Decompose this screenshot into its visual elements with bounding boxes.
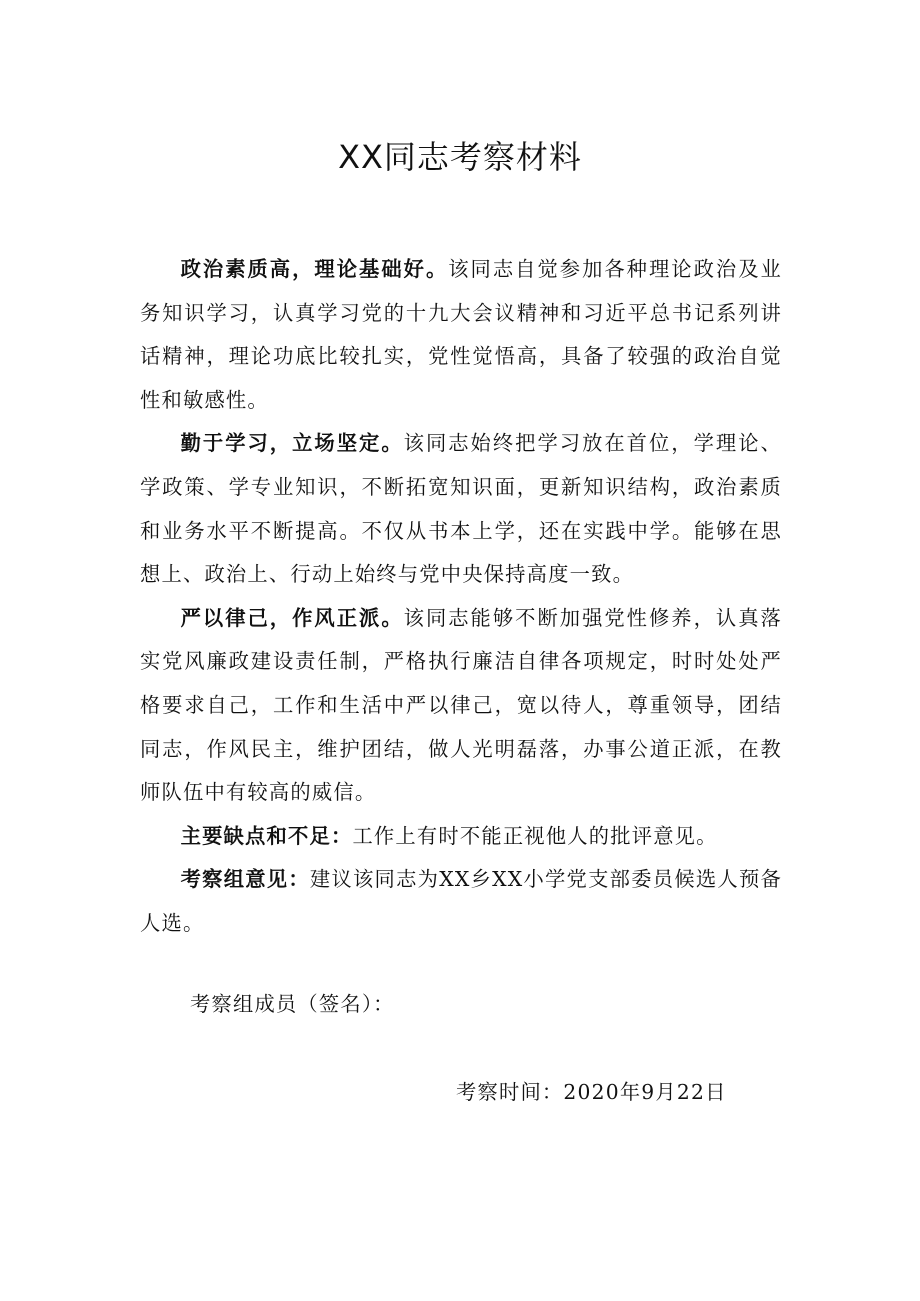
paragraph-shortcomings xyxy=(140,815,782,859)
paragraph-text: 该同志始终把学习放在首位，学理论、学政策、学专业知识，不断拓宽知识面，更新知识结构，政治素质和业务水平不断提高。不仅从书本上学，还在实践中学。能够在思想上、政治上、行动上始终与党中央保持高度一致。 xyxy=(140,431,782,587)
paragraph-text: 该同志自觉参加各种理论政治及业务知识学习，认真学习党的十九大会议精神和习近平总书记系列讲话精神，理论功底比较扎实，党性觉悟高，具备了较强的政治自觉性和敏感性。 xyxy=(140,257,782,412)
paragraph-study xyxy=(140,422,782,596)
paragraph-political xyxy=(140,248,782,422)
paragraph-text: 该同志能够不断加强党性修养，认真落实党风廉政建设责任制，严格执行廉洁自律各项规定，时时处处严格要求自己，工作和生活中严以律己，宽以待人，尊重领导，团结同志，作风民主，维护团结，做人光明磊落，办事公道正派，在教师队伍中有较高的威信。 xyxy=(140,605,782,805)
signature-line: 考察组成员（签名）： xyxy=(190,992,395,1016)
paragraph-lead: 勤于学习，立场坚定。 xyxy=(180,431,404,456)
paragraph-text: 工作上有时不能正视他人的批评意见。 xyxy=(352,823,718,848)
paragraph-lead: 考察组意见： xyxy=(180,867,310,892)
inspection-date: 考察时间：2020年9月22日 xyxy=(456,1080,727,1104)
document-body xyxy=(140,248,782,946)
paragraph-opinion xyxy=(140,858,782,945)
document-title: XX同志考察材料 xyxy=(338,138,582,176)
paragraph-lead: 主要缺点和不足： xyxy=(180,823,353,848)
paragraph-discipline xyxy=(140,597,782,815)
paragraph-text: 建议该同志为XX乡XX小学党支部委员候选人预备人选。 xyxy=(140,867,782,935)
paragraph-lead: 政治素质高，理论基础好。 xyxy=(180,257,449,281)
paragraph-lead: 严以律己，作风正派。 xyxy=(180,605,404,630)
